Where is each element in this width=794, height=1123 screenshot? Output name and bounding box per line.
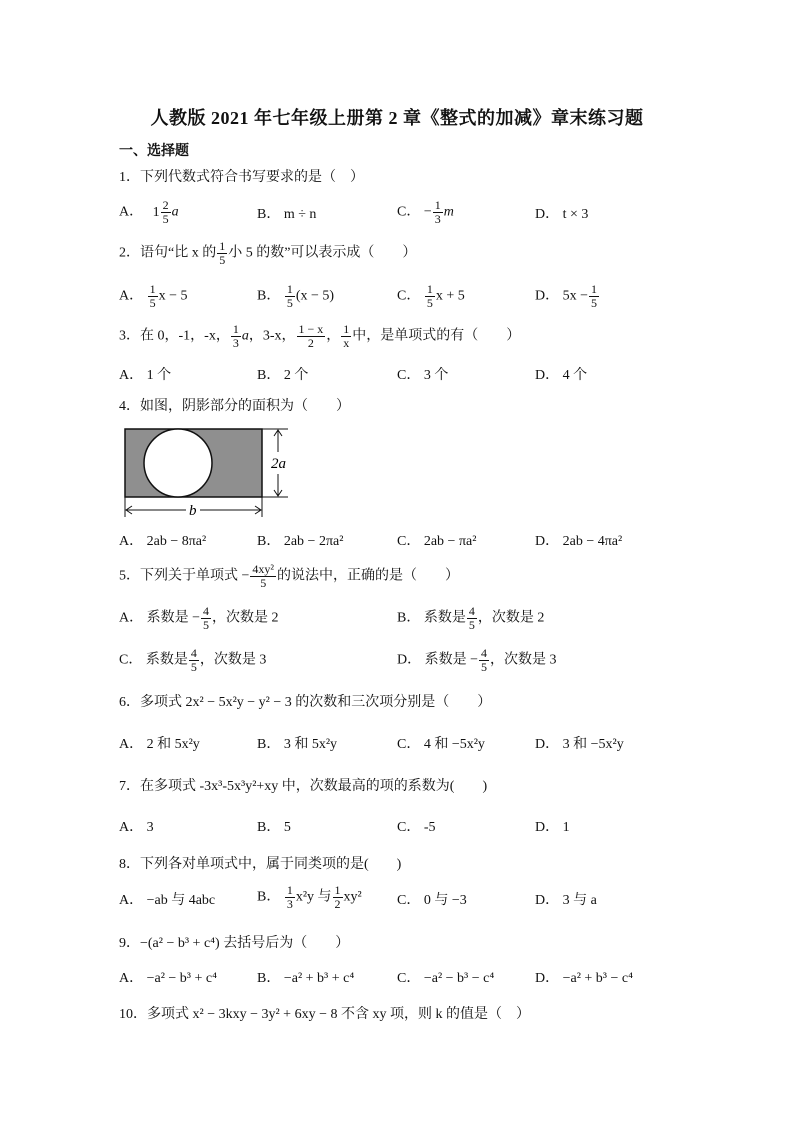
expression: x + 5 [435, 288, 465, 304]
height-label: 2a [271, 456, 286, 472]
expression: x²y 与 [295, 889, 332, 905]
q6-option-d[interactable]: D． 3 和 −5x²y [535, 737, 624, 752]
option-text: ，次数是 2 [212, 610, 279, 626]
fraction [231, 323, 241, 350]
question-10-stem: 10．多项式 x² − 3kxy − 3y² + 6xy − 8 不含 xy 项，则 k 的值是（ ） [119, 1007, 530, 1022]
numerator: 1 [426, 282, 433, 296]
q9-option-b[interactable]: B． −a² + b³ + c⁴ [257, 971, 355, 986]
question-7-stem: 7．在多项式 -3x³-5x³y²+xy 中，次数最高的项的系数为( ) [119, 779, 488, 794]
numerator: 4xy² [252, 562, 275, 576]
q5-option-a[interactable] [119, 605, 279, 632]
numerator: 1 [286, 282, 293, 296]
denominator: 5 [260, 576, 267, 590]
denominator: 5 [219, 253, 226, 267]
q7-option-c[interactable]: C． -5 [397, 820, 436, 835]
denominator: 2 [334, 897, 341, 911]
q1-option-b[interactable]: B． m ÷ n [257, 207, 317, 222]
denominator: 5 [481, 660, 488, 674]
fraction [333, 884, 343, 911]
q5-option-b[interactable] [397, 605, 544, 632]
fraction [467, 605, 477, 632]
stem-text: 5．下列关于单项式 − [119, 568, 250, 584]
q9-option-c[interactable]: C． −a² − b³ − c⁴ [397, 971, 495, 986]
q4-option-a[interactable]: A． 2ab − 8πa² [119, 534, 207, 549]
q6-option-a[interactable]: A． 2 和 5x²y [119, 737, 200, 752]
denominator: 5 [591, 296, 598, 310]
q6-option-c[interactable]: C． 4 和 −5x²y [397, 737, 485, 752]
stem-text: ， [326, 328, 341, 344]
q2-option-a[interactable] [119, 283, 188, 310]
fraction [425, 283, 435, 310]
question-5-stem [119, 563, 459, 590]
numerator: 2 [162, 198, 169, 212]
question-6-stem: 6．多项式 2x² − 5x²y − y² − 3 的次数和三次项分别是（ ） [119, 695, 492, 710]
variable: a [241, 328, 249, 344]
option-label: A． [119, 204, 144, 220]
denominator: 5 [426, 296, 433, 310]
fraction [297, 323, 326, 350]
expression: x − 5 [158, 288, 188, 304]
denominator: 5 [286, 296, 293, 310]
fraction [285, 884, 295, 911]
option-text: C． 系数是 [119, 652, 188, 668]
stem-text: ，3-x， [248, 328, 296, 344]
q2-option-d[interactable] [535, 283, 600, 310]
q4-option-c[interactable]: C． 2ab − πa² [397, 534, 477, 549]
fraction [285, 283, 295, 310]
numerator: 1 [334, 883, 341, 897]
stem-text: 2．语句“比 x 的 [119, 245, 217, 261]
fraction [589, 283, 599, 310]
q1-option-d[interactable]: D． t × 3 [535, 207, 589, 222]
q1-option-c[interactable] [397, 199, 454, 226]
q7-option-a[interactable]: A． 3 [119, 820, 154, 835]
option-text: ，次数是 2 [477, 610, 545, 626]
question-1-stem: 1．下列代数式符合书写要求的是（ ） [119, 170, 364, 185]
denominator: x [343, 336, 350, 350]
fraction [201, 605, 211, 632]
option-label: D． 5x − [535, 288, 589, 304]
option-text: ，次数是 3 [199, 652, 267, 668]
expression: xy² [343, 889, 362, 905]
q8-option-d[interactable]: D． 3 与 a [535, 893, 597, 908]
option-label: B． [257, 288, 281, 304]
fraction [341, 323, 351, 350]
q9-option-a[interactable]: A． −a² − b³ + c⁴ [119, 971, 217, 986]
q3-option-b[interactable]: B． 2 个 [257, 368, 309, 383]
q8-option-b[interactable] [257, 884, 362, 911]
numerator: 4 [481, 646, 488, 660]
circle [144, 429, 212, 497]
q4-figure [118, 422, 318, 522]
question-9-stem: 9．−(a² − b³ + c⁴) 去括号后为（ ） [119, 936, 350, 951]
q9-option-d[interactable]: D． −a² + b³ − c⁴ [535, 971, 633, 986]
option-text: A． 系数是 − [119, 610, 201, 626]
numerator: 4 [203, 604, 210, 618]
question-2-stem [119, 240, 416, 267]
option-text: ，次数是 3 [490, 652, 557, 668]
option-label: C． − [397, 204, 432, 220]
fraction [161, 199, 171, 226]
question-3-stem [119, 323, 520, 350]
fraction [189, 647, 199, 674]
q3-option-a[interactable]: A． 1 个 [119, 368, 172, 383]
fraction [217, 240, 227, 267]
stem-text: 的说法中，正确的是（ ） [277, 568, 460, 584]
denominator: 3 [286, 897, 293, 911]
stem-text: 3．在 0，-1，-x， [119, 328, 230, 344]
numerator: 1 [591, 282, 598, 296]
denominator: 5 [468, 618, 475, 632]
width-label: b [189, 503, 197, 519]
fraction [433, 199, 443, 226]
numerator: 1 [219, 239, 226, 253]
page-title: 人教版 2021 年七年级上册第 2 章《整式的加减》章末练习题 [150, 108, 644, 128]
denominator: 3 [232, 336, 239, 350]
stem-text: 小 5 的数”可以表示成（ ） [228, 245, 417, 261]
option-label: C． [397, 288, 421, 304]
numerator: 1 [343, 322, 350, 336]
q8-option-c[interactable]: C． 0 与 −3 [397, 893, 467, 908]
expression: (x − 5) [295, 288, 335, 304]
denominator: 5 [190, 660, 197, 674]
q2-option-b[interactable] [257, 283, 334, 310]
stem-text: 中，是单项式的有（ ） [352, 328, 521, 344]
q3-option-d[interactable]: D． 4 个 [535, 368, 588, 383]
fraction [250, 563, 276, 590]
q2-option-c[interactable] [397, 283, 465, 310]
q3-option-c[interactable]: C． 3 个 [397, 368, 449, 383]
variable: a [171, 204, 179, 220]
question-4-stem: 4．如图，阴影部分的面积为（ ） [119, 399, 350, 414]
numerator: 1 [149, 282, 156, 296]
q7-option-d[interactable]: D． 1 [535, 820, 570, 835]
q8-option-a[interactable]: A． −ab 与 4abc [119, 893, 216, 908]
variable: m [443, 204, 454, 220]
numerator: 1 [286, 883, 293, 897]
question-8-stem: 8．下列各对单项式中，属于同类项的是( ) [119, 857, 402, 872]
q5-option-d[interactable] [397, 647, 557, 674]
denominator: 5 [203, 618, 210, 632]
mixed-whole: 1 [152, 204, 160, 220]
fraction [148, 283, 158, 310]
denominator: 5 [149, 296, 156, 310]
q4-option-b[interactable]: B． 2ab − 2πa² [257, 534, 344, 549]
option-text: D． 系数是 − [397, 652, 479, 668]
section-heading: 一、选择题 [119, 144, 189, 159]
q6-option-b[interactable]: B． 3 和 5x²y [257, 737, 338, 752]
denominator: 3 [434, 212, 441, 226]
numerator: 1 [232, 322, 239, 336]
numerator: 1 [434, 198, 441, 212]
q7-option-b[interactable]: B． 5 [257, 820, 291, 835]
option-label: A． [119, 288, 144, 304]
numerator: 4 [468, 604, 475, 618]
denominator: 5 [162, 212, 169, 226]
numerator: 4 [190, 646, 197, 660]
q4-option-d[interactable]: D． 2ab − 4πa² [535, 534, 623, 549]
option-label: B． [257, 889, 281, 905]
q1-option-a[interactable] [119, 199, 179, 226]
option-text: B． 系数是 [397, 610, 466, 626]
numerator: 1 − x [298, 322, 324, 336]
fraction [479, 647, 489, 674]
denominator: 2 [307, 336, 314, 350]
q5-option-c[interactable] [119, 647, 266, 674]
